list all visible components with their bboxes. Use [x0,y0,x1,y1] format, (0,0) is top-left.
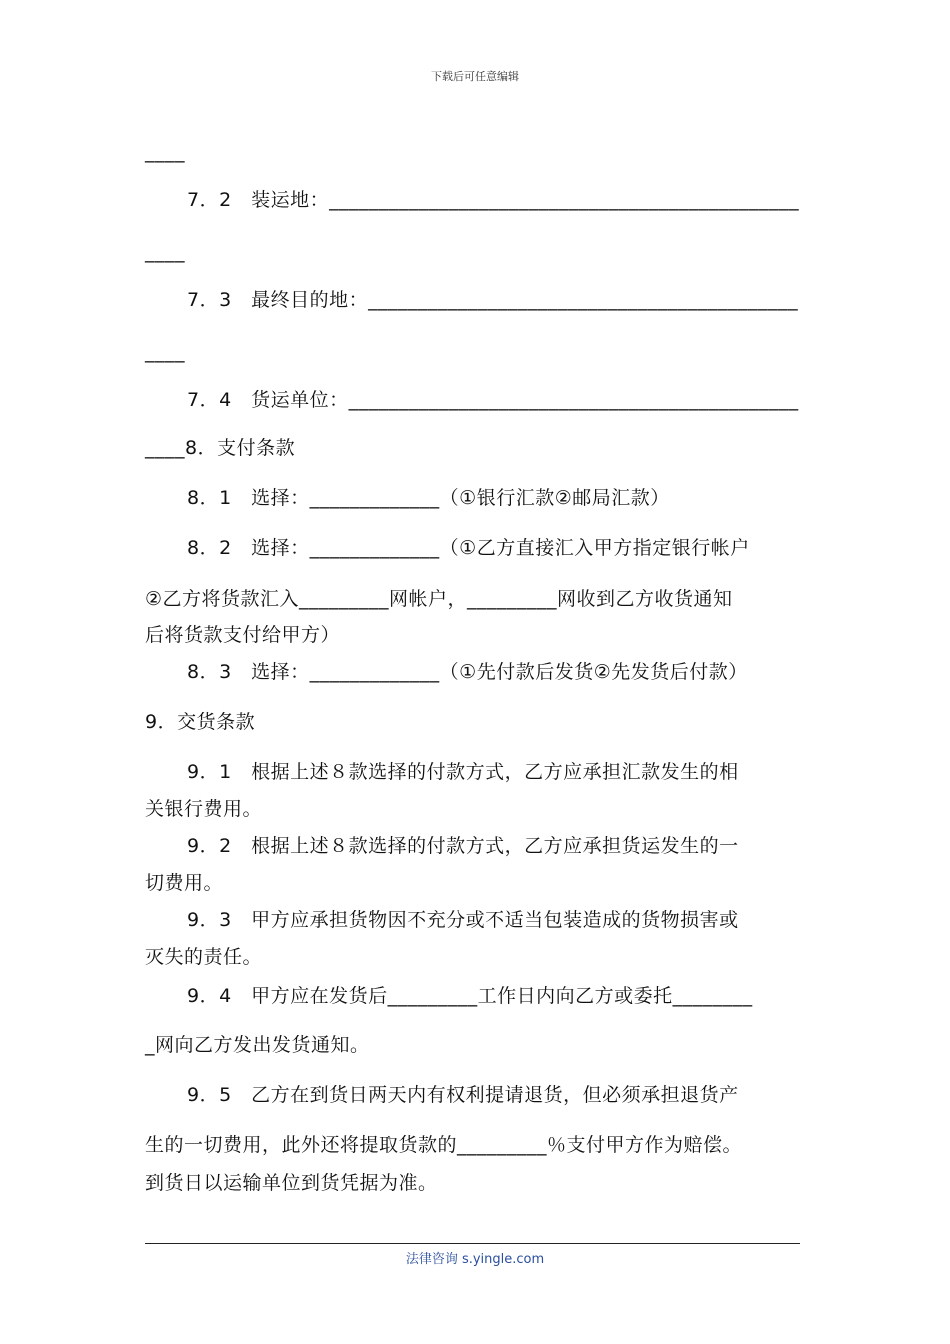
underline-continuation: ____ [145,241,185,263]
clause-9-1-cont: 关银行费用。 [145,798,263,820]
clause-9-2: 9．2 根据上述８款选择的付款方式，乙方应承担货运发生的一 [187,835,739,857]
clause-9-2-cont: 切费用。 [145,872,224,894]
clause-8-2-cont: ②乙方将货款汇入_________网帐户，_________网收到乙方收货通知 [145,588,733,610]
footer-link[interactable]: 法律咨询 s.yingle.com [405,1252,545,1267]
section-9-heading: 9．交货条款 [145,711,256,733]
clause-7-3: 7．3 最终目的地：___________________________________________ [187,289,799,311]
underline-continuation: ____ [145,141,185,163]
page-header: 下载后可任意编辑 [431,70,519,83]
clause-9-3-cont: 灭失的责任。 [145,946,263,968]
clause-8-2: 8．2 选择：_____________（①乙方直接汇入甲方指定银行帐户 [187,537,750,559]
clause-9-5-cont: 生的一切费用，此外还将提取货款的_________％支付甲方作为赔偿。 [145,1134,743,1156]
clause-8-1: 8．1 选择：_____________（①银行汇款②邮局汇款） [187,487,670,509]
clause-9-1: 9．1 根据上述８款选择的付款方式，乙方应承担汇款发生的相 [187,761,739,783]
underline-continuation: ____ [145,341,185,363]
clause-8-2-cont: 后将货款支付给甲方） [145,624,341,646]
clause-7-2: 7．2 装运地：_______________________________________________ [187,189,800,211]
footer-divider [145,1243,800,1244]
clause-8-3: 8．3 选择：_____________（①先付款后发货②先发货后付款） [187,661,748,683]
clause-9-4: 9．4 甲方应在发货后_________工作日内向乙方或委托________ [187,985,753,1007]
clause-7-4: 7．4 货运单位：_____________________________________________ [187,389,799,411]
clause-9-3: 9．3 甲方应承担货物因不充分或不适当包装造成的货物损害或 [187,909,739,931]
clause-9-5: 9．5 乙方在到货日两天内有权利提请退货，但必须承担退货产 [187,1084,739,1106]
clause-9-4-cont: _网向乙方发出发货通知。 [145,1034,370,1056]
section-8-heading: ____8．支付条款 [145,437,296,459]
clause-9-5-cont: 到货日以运输单位到货凭据为准。 [145,1172,438,1194]
